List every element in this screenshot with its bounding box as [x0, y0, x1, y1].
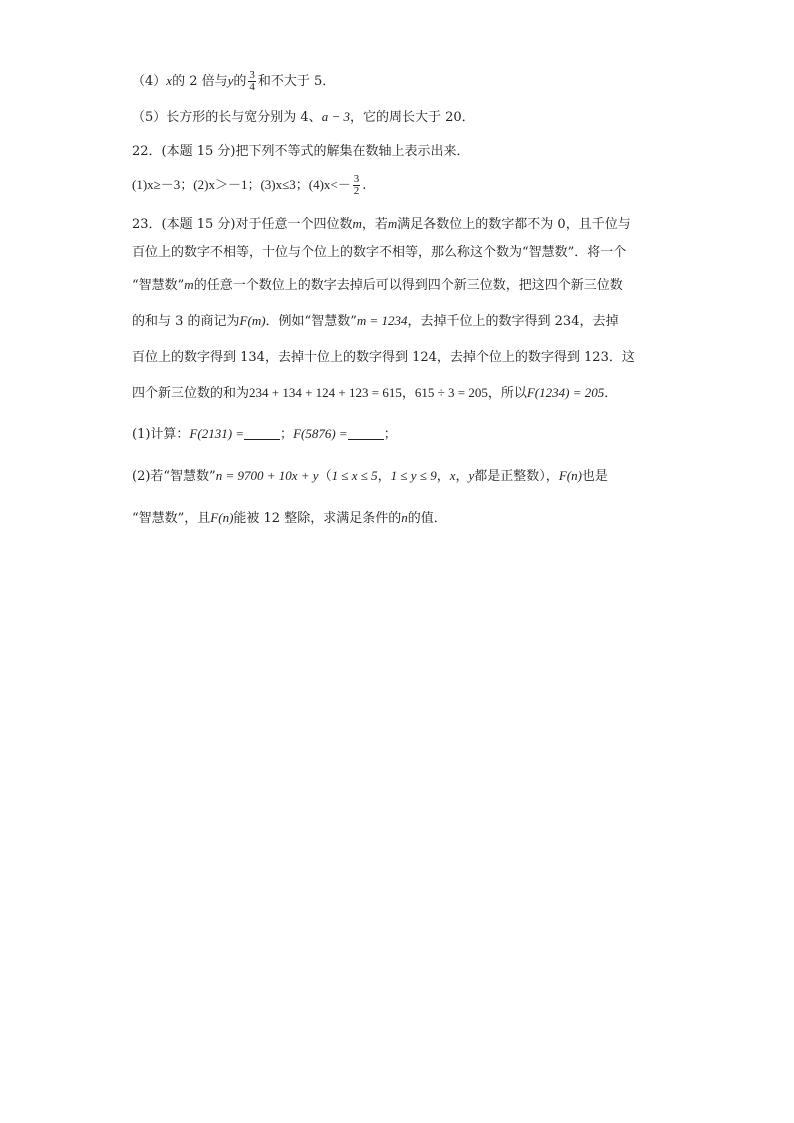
- q23-p2-k: 都是正整数），: [474, 469, 559, 484]
- q23-part-2-cont: [132, 509, 447, 528]
- q23-l4-d: ，去掉千位上的数字得到 234，去掉: [407, 314, 619, 329]
- q23-line-2: [132, 244, 626, 262]
- q5-text1: 长方形的长与宽分别为 4、: [166, 110, 322, 125]
- q23-l2: 百位上的数字不相等，十位与个位上的数字不相等，那么称这个数为“智慧数”．将一个: [132, 245, 627, 260]
- q23-part-1: [132, 425, 397, 444]
- q23-p2-b: n = 9700 + 10x + y: [215, 468, 319, 483]
- q22-frac-num: 3: [353, 173, 360, 185]
- answer-blank-1[interactable]: [244, 439, 280, 440]
- q23-l6-c: ，: [401, 386, 415, 401]
- q23-p1-e: ；: [383, 427, 397, 442]
- q23-p2-d: 1 ≤ x ≤ 5: [331, 468, 378, 483]
- q23-p1-a: (1)计算：: [132, 427, 190, 442]
- q5-text2: ，它的周长大于 20．: [349, 110, 475, 125]
- q23-line-6: [132, 384, 617, 403]
- q23-Fm: F(m): [239, 313, 266, 328]
- answer-blank-2[interactable]: [348, 439, 384, 440]
- q23-p2-g: ，: [436, 469, 450, 484]
- q22-frac-den: 2: [353, 185, 360, 197]
- question-22-title: [132, 143, 470, 161]
- q23-line-4: [132, 312, 618, 331]
- q23-l4-c: m = 1234: [356, 313, 408, 328]
- q23-p1-b: F(2131) =: [189, 426, 245, 441]
- q23-line-5: [132, 349, 635, 367]
- q23-line-3: [132, 276, 623, 295]
- question-22-inequalities: [132, 174, 366, 197]
- q23-m-2: m: [387, 216, 398, 231]
- q4-label: （4）: [132, 74, 167, 89]
- q4-frac-num: 3: [249, 69, 255, 81]
- q23-l3-a: “智慧数”: [132, 278, 185, 293]
- q23-p1-c: ；: [280, 427, 294, 442]
- q23-p2-e: ，: [377, 469, 391, 484]
- q23-p2-a: (2)若“智慧数”: [132, 469, 216, 484]
- q4-text3: 和不大于 5．: [257, 74, 336, 89]
- q23-p1-d: F(5876) =: [293, 426, 348, 441]
- q23-p2-f: 1 ≤ y ≤ 9: [390, 468, 437, 483]
- q23-l6-f: F(1234) = 205: [526, 385, 605, 400]
- q23-line-1: [132, 215, 631, 234]
- q4-fraction: [248, 70, 256, 93]
- q23-part-2: [132, 467, 608, 486]
- q23-p3-c: 能被 12 整除，求满足条件的: [233, 511, 402, 526]
- q23-l4-b: ．例如“智慧数”: [265, 314, 357, 329]
- q23-p2-l: F(n): [558, 468, 582, 483]
- q23-l1-a: 23．(本题 15 分)对于任意一个四位数: [132, 217, 353, 232]
- q5-label: （5）: [132, 110, 167, 125]
- q5-expr: a − 3: [321, 109, 350, 124]
- q4-x: x: [166, 73, 173, 88]
- q23-p2-h: x: [449, 468, 456, 483]
- q23-l6-e: ，所以: [487, 386, 527, 401]
- q4-frac-den: 4: [249, 81, 255, 93]
- q23-l5: 百位上的数字得到 134，去掉十位上的数字得到 124，去掉个位上的数字得到 123．这: [132, 350, 635, 365]
- q4-text1: 的 2 倍与: [172, 74, 228, 89]
- question-4: [132, 70, 335, 93]
- question-5: [132, 108, 475, 127]
- q23-m-3: m: [184, 277, 194, 292]
- q22-inequalities: (1)x≥－3；(2)x＞－1；(3)x≤3；(4)x<－: [132, 177, 351, 192]
- q22-title: 22．(本题 15 分)把下列不等式的解集在数轴上表示出来．: [132, 144, 470, 159]
- q23-p2-c: （: [318, 469, 332, 484]
- q23-l6-b: 234 + 134 + 124 + 123 = 615: [249, 385, 402, 400]
- q23-p2-i: ，: [455, 469, 469, 484]
- q22-end: .: [362, 178, 367, 193]
- q23-l4-a: 的和与 3 的商记为: [132, 314, 240, 329]
- q23-l1-c: 满足各数位上的数字都不为 0，且千位与: [397, 217, 631, 232]
- q23-p3-b: F(n): [210, 510, 234, 525]
- q4-text2: 的: [233, 74, 247, 89]
- q4-y: y: [227, 73, 234, 88]
- q22-fraction: [353, 174, 361, 197]
- q23-p2-m: 也是: [581, 469, 608, 484]
- q23-m-1: m: [352, 216, 362, 231]
- q23-l1-b: ，若: [361, 217, 388, 232]
- q23-l6-g: ．: [604, 386, 618, 401]
- q23-l6-d: 615 ÷ 3 = 205: [414, 385, 488, 400]
- q23-p3-d: 的值．: [407, 511, 447, 526]
- q23-p3-n: n: [401, 510, 408, 525]
- q23-p3-a: “智慧数”，且: [132, 511, 211, 526]
- q23-l3-b: 的任意一个数位上的数字去掉后可以得到四个新三位数，把这四个新三位数: [193, 278, 623, 293]
- q23-l6-a: 四个新三位数的和为: [132, 386, 250, 401]
- q23-p2-j: y: [468, 468, 475, 483]
